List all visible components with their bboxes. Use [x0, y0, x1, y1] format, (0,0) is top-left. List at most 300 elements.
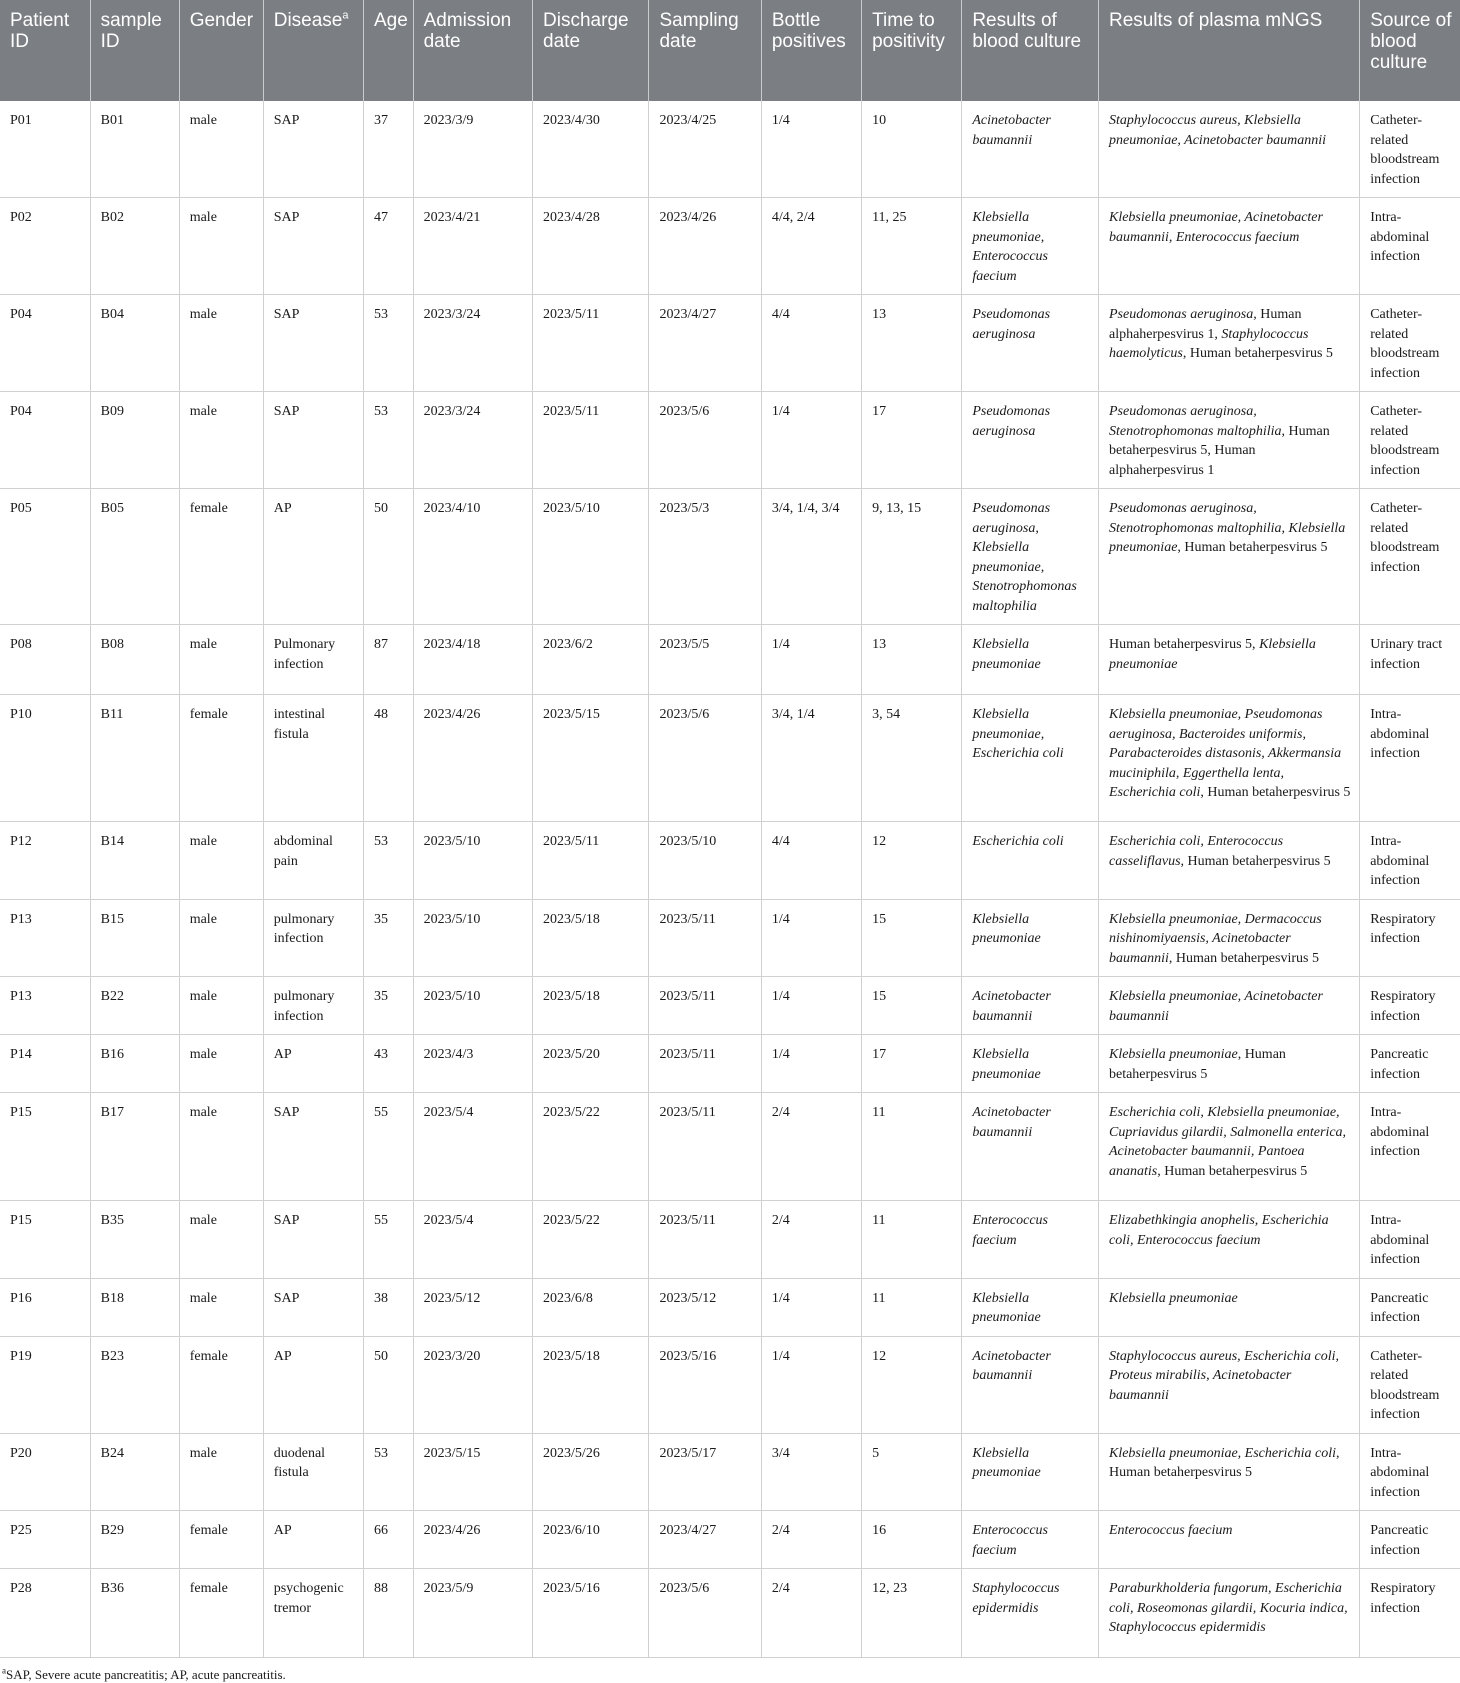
cell-gender: female [179, 1336, 263, 1433]
cell-sample-id: B24 [90, 1433, 179, 1511]
table-row [0, 899, 1460, 977]
cell-gender: female [179, 695, 263, 822]
cell-disease: SAP [263, 1201, 363, 1279]
table-row [0, 392, 1460, 489]
cell-bottle-positives: 1/4 [761, 101, 861, 198]
cell-patient-id: P19 [0, 1336, 90, 1433]
cell-patient-id: P20 [0, 1433, 90, 1511]
cell-discharge-date: 2023/5/11 [533, 295, 649, 392]
mngs-segment: Klebsiella pneumoniae, Escherichia coli [1108, 1445, 1337, 1461]
cell-admission-date: 2023/4/26 [413, 1511, 532, 1569]
mngs-segment: , Human betaherpesvirus 5, Human alphaherpesvirus 1 [1108, 423, 1330, 478]
cell-blood-culture: Klebsiella pneumoniae [962, 899, 1099, 977]
table-row [0, 295, 1460, 392]
header-blood-culture: Results of blood culture [962, 0, 1099, 101]
table-row [0, 822, 1460, 900]
cell-admission-date: 2023/4/10 [413, 489, 532, 625]
cell-patient-id: P16 [0, 1278, 90, 1336]
cell-time-to-positivity: 10 [862, 101, 962, 198]
cell-sampling-date: 2023/5/11 [649, 977, 761, 1035]
header-sample-id: sample ID [90, 0, 179, 101]
cell-source: Pancreatic infection [1360, 1035, 1460, 1093]
cell-discharge-date: 2023/5/22 [533, 1093, 649, 1201]
header-discharge-date: Discharge date [533, 0, 649, 101]
cell-bottle-positives: 4/4 [761, 822, 861, 900]
table-row [0, 101, 1460, 198]
mngs-segment: Escherichia coli, Klebsiella pneumoniae, Cupriavidus gilardii, Salmonella enterica, Acinetobacter baumannii, Pantoea ananatis [1108, 1105, 1347, 1179]
cell-plasma-mngs [1098, 822, 1359, 900]
mngs-segment: , Human betaherpesvirus 5 [1168, 950, 1319, 966]
cell-source: Intra-abdominal infection [1360, 198, 1460, 295]
mngs-segment: Human betaherpesvirus 5, [1108, 637, 1260, 652]
cell-blood-culture: Acinetobacter baumannii [962, 101, 1099, 198]
cell-time-to-positivity: 15 [862, 977, 962, 1035]
mngs-segment: , Human betaherpesvirus 5 [1108, 1047, 1286, 1082]
header-patient-id: Patient ID [0, 0, 90, 101]
cell-patient-id: P28 [0, 1569, 90, 1658]
cell-bottle-positives: 3/4 [761, 1433, 861, 1511]
cell-discharge-date: 2023/5/18 [533, 1336, 649, 1433]
cell-bottle-positives: 2/4 [761, 1093, 861, 1201]
cell-time-to-positivity: 9, 13, 15 [862, 489, 962, 625]
mngs-segment: Pseudomonas aeruginosa, Stenotrophomonas maltophilia, Klebsiella pneumoniae [1108, 501, 1346, 555]
cell-admission-date: 2023/3/24 [413, 392, 532, 489]
cell-sampling-date: 2023/5/16 [649, 1336, 761, 1433]
cell-patient-id: P25 [0, 1511, 90, 1569]
cell-disease: SAP [263, 1278, 363, 1336]
mngs-segment: Enterococcus faecium [1108, 1523, 1233, 1538]
cell-sampling-date: 2023/5/10 [649, 822, 761, 900]
cell-patient-id: P04 [0, 295, 90, 392]
cell-time-to-positivity: 16 [862, 1511, 962, 1569]
cell-sampling-date: 2023/5/5 [649, 625, 761, 695]
cell-plasma-mngs [1098, 295, 1359, 392]
cell-discharge-date: 2023/4/28 [533, 198, 649, 295]
cell-plasma-mngs [1098, 198, 1359, 295]
cell-gender: male [179, 977, 263, 1035]
table-row [0, 1035, 1460, 1093]
cell-time-to-positivity: 17 [862, 392, 962, 489]
cell-blood-culture: Escherichia coli [962, 822, 1099, 900]
cell-time-to-positivity: 13 [862, 295, 962, 392]
mngs-segment: Staphylococcus aureus, Escherichia coli, Proteus mirabilis, Acinetobacter baumannii [1108, 1348, 1340, 1403]
cell-disease: duodenal fistula [263, 1433, 363, 1511]
cell-admission-date: 2023/4/26 [413, 695, 532, 822]
cell-disease: intestinal fistula [263, 695, 363, 822]
cell-plasma-mngs [1098, 1035, 1359, 1093]
cell-bottle-positives: 1/4 [761, 625, 861, 695]
cell-plasma-mngs [1098, 1201, 1359, 1279]
cell-plasma-mngs [1098, 1093, 1359, 1201]
cell-disease: SAP [263, 295, 363, 392]
cell-patient-id: P13 [0, 899, 90, 977]
cell-bottle-positives: 1/4 [761, 1336, 861, 1433]
cell-sample-id: B18 [90, 1278, 179, 1336]
header-row [0, 0, 1460, 101]
cell-sampling-date: 2023/5/6 [649, 695, 761, 822]
cell-disease: SAP [263, 392, 363, 489]
cell-plasma-mngs [1098, 695, 1359, 822]
cell-plasma-mngs [1098, 899, 1359, 977]
cell-bottle-positives: 1/4 [761, 899, 861, 977]
cell-discharge-date: 2023/5/22 [533, 1201, 649, 1279]
cell-time-to-positivity: 12 [862, 822, 962, 900]
cell-sample-id: B08 [90, 625, 179, 695]
mngs-segment: , Human betaherpesvirus 5 [1177, 540, 1328, 555]
cell-disease: SAP [263, 101, 363, 198]
cell-sample-id: B02 [90, 198, 179, 295]
cell-age: 55 [363, 1201, 413, 1279]
cell-discharge-date: 2023/5/15 [533, 695, 649, 822]
cell-blood-culture: Klebsiella pneumoniae, Enterococcus faecium [962, 198, 1099, 295]
mngs-segment: , Human betaherpesvirus 5 [1108, 1445, 1340, 1480]
table-row [0, 198, 1460, 295]
cell-bottle-positives: 3/4, 1/4, 3/4 [761, 489, 861, 625]
header-bottle-positives: Bottle positives [761, 0, 861, 101]
table-row [0, 1336, 1460, 1433]
cell-sample-id: B17 [90, 1093, 179, 1201]
cell-discharge-date: 2023/5/20 [533, 1035, 649, 1093]
cell-patient-id: P15 [0, 1201, 90, 1279]
cell-source: Catheter-related bloodstream infection [1360, 392, 1460, 489]
cell-source: Pancreatic infection [1360, 1511, 1460, 1569]
cell-plasma-mngs [1098, 625, 1359, 695]
header-time-to-positivity: Time to positivity [862, 0, 962, 101]
cell-gender: male [179, 1433, 263, 1511]
cell-disease: psychogenic tremor [263, 1569, 363, 1658]
mngs-segment: , Human alphaherpesvirus 1, [1108, 307, 1302, 342]
cell-blood-culture: Acinetobacter baumannii [962, 977, 1099, 1035]
cell-disease: pulmonary infection [263, 977, 363, 1035]
cell-age: 55 [363, 1093, 413, 1201]
cell-bottle-positives: 3/4, 1/4 [761, 695, 861, 822]
cell-sampling-date: 2023/5/6 [649, 1569, 761, 1658]
cell-sample-id: B22 [90, 977, 179, 1035]
cell-blood-culture: Acinetobacter baumannii [962, 1093, 1099, 1201]
header-age: Age [363, 0, 413, 101]
mngs-segment: Paraburkholderia fungorum, Escherichia coli, Roseomonas gilardii, Kocuria indica, Staphylococcus epidermidis [1108, 1581, 1348, 1635]
cell-gender: female [179, 489, 263, 625]
cell-gender: female [179, 1511, 263, 1569]
cell-sample-id: B04 [90, 295, 179, 392]
cell-bottle-positives: 4/4 [761, 295, 861, 392]
cell-source: Intra-abdominal infection [1360, 695, 1460, 822]
cell-age: 47 [363, 198, 413, 295]
cell-admission-date: 2023/5/4 [413, 1201, 532, 1279]
cell-disease: SAP [263, 198, 363, 295]
cell-sampling-date: 2023/4/25 [649, 101, 761, 198]
cell-blood-culture: Pseudomonas aeruginosa, Klebsiella pneumoniae, Stenotrophomonas maltophilia [962, 489, 1099, 625]
cell-age: 53 [363, 392, 413, 489]
table-footnote [0, 1658, 1460, 1683]
footnote-text: SAP, Severe acute pancreatitis; AP, acute pancreatitis. [6, 1667, 286, 1682]
header-sampling-date: Sampling date [649, 0, 761, 101]
cell-blood-culture: Pseudomonas aeruginosa [962, 392, 1099, 489]
cell-bottle-positives: 4/4, 2/4 [761, 198, 861, 295]
cell-plasma-mngs [1098, 101, 1359, 198]
cell-source: Urinary tract infection [1360, 625, 1460, 695]
cell-gender: male [179, 1201, 263, 1279]
cell-sampling-date: 2023/5/6 [649, 392, 761, 489]
cell-time-to-positivity: 12 [862, 1336, 962, 1433]
cell-patient-id: P13 [0, 977, 90, 1035]
cell-sampling-date: 2023/5/11 [649, 1035, 761, 1093]
cell-patient-id: P12 [0, 822, 90, 900]
cell-gender: male [179, 101, 263, 198]
cell-age: 87 [363, 625, 413, 695]
cell-time-to-positivity: 3, 54 [862, 695, 962, 822]
cell-discharge-date: 2023/5/18 [533, 899, 649, 977]
cell-sample-id: B29 [90, 1511, 179, 1569]
cell-sample-id: B23 [90, 1336, 179, 1433]
cell-source: Catheter-related bloodstream infection [1360, 101, 1460, 198]
cell-admission-date: 2023/5/10 [413, 899, 532, 977]
cell-blood-culture: Enterococcus faecium [962, 1201, 1099, 1279]
cell-admission-date: 2023/5/15 [413, 1433, 532, 1511]
cell-admission-date: 2023/4/3 [413, 1035, 532, 1093]
mngs-segment: Pseudomonas aeruginosa, Stenotrophomonas maltophilia [1108, 404, 1282, 439]
cell-age: 38 [363, 1278, 413, 1336]
cell-blood-culture: Klebsiella pneumoniae, Escherichia coli [962, 695, 1099, 822]
cell-admission-date: 2023/5/4 [413, 1093, 532, 1201]
cell-age: 53 [363, 295, 413, 392]
cell-disease: SAP [263, 1093, 363, 1201]
cell-admission-date: 2023/4/18 [413, 625, 532, 695]
cell-gender: male [179, 1278, 263, 1336]
table-row [0, 695, 1460, 822]
cell-time-to-positivity: 11 [862, 1278, 962, 1336]
cell-time-to-positivity: 11, 25 [862, 198, 962, 295]
cell-disease: pulmonary infection [263, 899, 363, 977]
cell-plasma-mngs [1098, 1511, 1359, 1569]
cell-source: Respiratory infection [1360, 899, 1460, 977]
cell-time-to-positivity: 17 [862, 1035, 962, 1093]
cell-sample-id: B01 [90, 101, 179, 198]
cell-age: 35 [363, 977, 413, 1035]
cell-source: Respiratory infection [1360, 1569, 1460, 1658]
cell-bottle-positives: 2/4 [761, 1511, 861, 1569]
table-row [0, 977, 1460, 1035]
table-body [0, 101, 1460, 1658]
cell-plasma-mngs [1098, 1278, 1359, 1336]
cell-discharge-date: 2023/5/18 [533, 977, 649, 1035]
table-row [0, 1511, 1460, 1569]
cell-age: 88 [363, 1569, 413, 1658]
cell-disease: AP [263, 1035, 363, 1093]
cell-sampling-date: 2023/5/3 [649, 489, 761, 625]
cell-patient-id: P01 [0, 101, 90, 198]
cell-blood-culture: Acinetobacter baumannii [962, 1336, 1099, 1433]
cell-plasma-mngs [1098, 1336, 1359, 1433]
cell-age: 50 [363, 489, 413, 625]
mngs-segment: Pseudomonas aeruginosa [1108, 307, 1254, 322]
cell-admission-date: 2023/5/10 [413, 822, 532, 900]
cell-patient-id: P04 [0, 392, 90, 489]
cell-admission-date: 2023/3/24 [413, 295, 532, 392]
mngs-segment: Staphylococcus haemolyticus [1108, 326, 1309, 361]
cell-disease: AP [263, 1336, 363, 1433]
mngs-segment: , Human betaherpesvirus 5 [1182, 346, 1333, 361]
cell-time-to-positivity: 11 [862, 1093, 962, 1201]
mngs-segment: Klebsiella pneumoniae, Acinetobacter baumannii [1108, 989, 1323, 1024]
mngs-segment: Klebsiella pneumoniae [1108, 1047, 1238, 1062]
cell-gender: male [179, 1093, 263, 1201]
cell-sampling-date: 2023/5/11 [649, 1201, 761, 1279]
cell-gender: male [179, 1035, 263, 1093]
cell-admission-date: 2023/5/12 [413, 1278, 532, 1336]
cell-plasma-mngs [1098, 1433, 1359, 1511]
mngs-segment: Klebsiella pneumoniae, Acinetobacter baumannii, Enterococcus faecium [1108, 210, 1323, 245]
cell-age: 48 [363, 695, 413, 822]
cell-blood-culture: Klebsiella pneumoniae [962, 1433, 1099, 1511]
cell-age: 66 [363, 1511, 413, 1569]
cell-age: 53 [363, 1433, 413, 1511]
cell-bottle-positives: 2/4 [761, 1201, 861, 1279]
cell-gender: male [179, 295, 263, 392]
cell-gender: male [179, 198, 263, 295]
cell-bottle-positives: 1/4 [761, 977, 861, 1035]
cell-admission-date: 2023/5/9 [413, 1569, 532, 1658]
cell-bottle-positives: 1/4 [761, 1278, 861, 1336]
cell-source: Respiratory infection [1360, 977, 1460, 1035]
header-source: Source of blood culture [1360, 0, 1460, 101]
cell-age: 43 [363, 1035, 413, 1093]
cell-blood-culture: Klebsiella pneumoniae [962, 625, 1099, 695]
cell-sampling-date: 2023/5/12 [649, 1278, 761, 1336]
header-disease-label: Disease [273, 10, 343, 31]
cell-disease: Pulmonary infection [263, 625, 363, 695]
table-row [0, 1569, 1460, 1658]
cell-patient-id: P02 [0, 198, 90, 295]
cell-sample-id: B15 [90, 899, 179, 977]
cell-source: Intra-abdominal infection [1360, 1201, 1460, 1279]
cell-age: 53 [363, 822, 413, 900]
cell-age: 50 [363, 1336, 413, 1433]
cell-gender: male [179, 822, 263, 900]
cell-sampling-date: 2023/5/11 [649, 899, 761, 977]
cell-sampling-date: 2023/5/17 [649, 1433, 761, 1511]
header-disease-footnote-mark: a [342, 9, 349, 22]
cell-blood-culture: Staphylococcus epidermidis [962, 1569, 1099, 1658]
mngs-segment: Elizabethkingia anophelis, Escherichia coli, Enterococcus faecium [1108, 1213, 1329, 1248]
cell-source: Intra-abdominal infection [1360, 822, 1460, 900]
header-admission-date: Admission date [413, 0, 532, 101]
mngs-segment: Klebsiella pneumoniae [1108, 637, 1316, 672]
cell-sample-id: B09 [90, 392, 179, 489]
cell-bottle-positives: 2/4 [761, 1569, 861, 1658]
cell-gender: male [179, 392, 263, 489]
table-row [0, 1093, 1460, 1201]
cell-source: Intra-abdominal infection [1360, 1093, 1460, 1201]
cell-disease: AP [263, 489, 363, 625]
cell-gender: male [179, 899, 263, 977]
table-row [0, 489, 1460, 625]
cell-blood-culture: Pseudomonas aeruginosa [962, 295, 1099, 392]
cell-source: Intra-abdominal infection [1360, 1433, 1460, 1511]
mngs-segment: Staphylococcus aureus, Klebsiella pneumoniae, Acinetobacter baumannii [1108, 113, 1327, 148]
cell-source: Catheter-related bloodstream infection [1360, 295, 1460, 392]
table-row [0, 1201, 1460, 1279]
cell-patient-id: P10 [0, 695, 90, 822]
cell-admission-date: 2023/5/10 [413, 977, 532, 1035]
cell-discharge-date: 2023/5/11 [533, 822, 649, 900]
cell-sample-id: B35 [90, 1201, 179, 1279]
cell-age: 37 [363, 101, 413, 198]
cell-patient-id: P14 [0, 1035, 90, 1093]
mngs-segment: , Human betaherpesvirus 5 [1200, 785, 1351, 800]
mngs-segment: Klebsiella pneumoniae, Pseudomonas aeruginosa, Bacteroides uniformis, Parabacteroides distasonis, Akkermansia muciniphila, Eggerthella lenta, Escherichia coli [1108, 707, 1342, 800]
cell-patient-id: P05 [0, 489, 90, 625]
cell-discharge-date: 2023/5/10 [533, 489, 649, 625]
cell-time-to-positivity: 13 [862, 625, 962, 695]
cell-sample-id: B05 [90, 489, 179, 625]
cell-time-to-positivity: 11 [862, 1201, 962, 1279]
cell-patient-id: P08 [0, 625, 90, 695]
mngs-segment: Klebsiella pneumoniae, Dermacoccus nishinomiyaensis, Acinetobacter baumannii [1108, 911, 1322, 966]
cell-bottle-positives: 1/4 [761, 392, 861, 489]
cell-discharge-date: 2023/6/2 [533, 625, 649, 695]
cell-plasma-mngs [1098, 977, 1359, 1035]
cell-discharge-date: 2023/5/26 [533, 1433, 649, 1511]
cell-blood-culture: Klebsiella pneumoniae [962, 1035, 1099, 1093]
cell-patient-id: P15 [0, 1093, 90, 1201]
cell-discharge-date: 2023/5/11 [533, 392, 649, 489]
cell-sample-id: B11 [90, 695, 179, 822]
cell-discharge-date: 2023/5/16 [533, 1569, 649, 1658]
cell-sampling-date: 2023/5/11 [649, 1093, 761, 1201]
cell-sampling-date: 2023/4/27 [649, 1511, 761, 1569]
cell-discharge-date: 2023/4/30 [533, 101, 649, 198]
cell-source: Catheter-related bloodstream infection [1360, 1336, 1460, 1433]
cell-time-to-positivity: 5 [862, 1433, 962, 1511]
cell-sample-id: B14 [90, 822, 179, 900]
cell-time-to-positivity: 15 [862, 899, 962, 977]
cell-gender: female [179, 1569, 263, 1658]
cell-sampling-date: 2023/4/26 [649, 198, 761, 295]
cell-sample-id: B16 [90, 1035, 179, 1093]
cell-admission-date: 2023/4/21 [413, 198, 532, 295]
cell-source: Catheter-related bloodstream infection [1360, 489, 1460, 625]
cell-time-to-positivity: 12, 23 [862, 1569, 962, 1658]
cell-admission-date: 2023/3/20 [413, 1336, 532, 1433]
table-row [0, 1278, 1460, 1336]
cell-sample-id: B36 [90, 1569, 179, 1658]
header-gender: Gender [179, 0, 263, 101]
cell-age: 35 [363, 899, 413, 977]
cell-disease: abdominal pain [263, 822, 363, 900]
cell-source: Pancreatic infection [1360, 1278, 1460, 1336]
mngs-segment: , Human betaherpesvirus 5 [1180, 853, 1331, 869]
mngs-segment: Klebsiella pneumoniae [1108, 1290, 1238, 1306]
mngs-segment: Escherichia coli, Enterococcus casseliflavus [1108, 834, 1284, 869]
cell-discharge-date: 2023/6/10 [533, 1511, 649, 1569]
cell-gender: male [179, 625, 263, 695]
header-plasma-mngs: Results of plasma mNGS [1098, 0, 1359, 101]
cell-blood-culture: Enterococcus faecium [962, 1511, 1099, 1569]
footnote-mark: a [2, 1665, 6, 1676]
header-disease [263, 0, 363, 101]
cell-disease: AP [263, 1511, 363, 1569]
cell-plasma-mngs [1098, 392, 1359, 489]
cell-discharge-date: 2023/6/8 [533, 1278, 649, 1336]
cell-admission-date: 2023/3/9 [413, 101, 532, 198]
cell-bottle-positives: 1/4 [761, 1035, 861, 1093]
cell-blood-culture: Klebsiella pneumoniae [962, 1278, 1099, 1336]
mngs-segment: , Human betaherpesvirus 5 [1157, 1163, 1308, 1179]
table-row [0, 1433, 1460, 1511]
cell-plasma-mngs [1098, 1569, 1359, 1658]
cell-sampling-date: 2023/4/27 [649, 295, 761, 392]
